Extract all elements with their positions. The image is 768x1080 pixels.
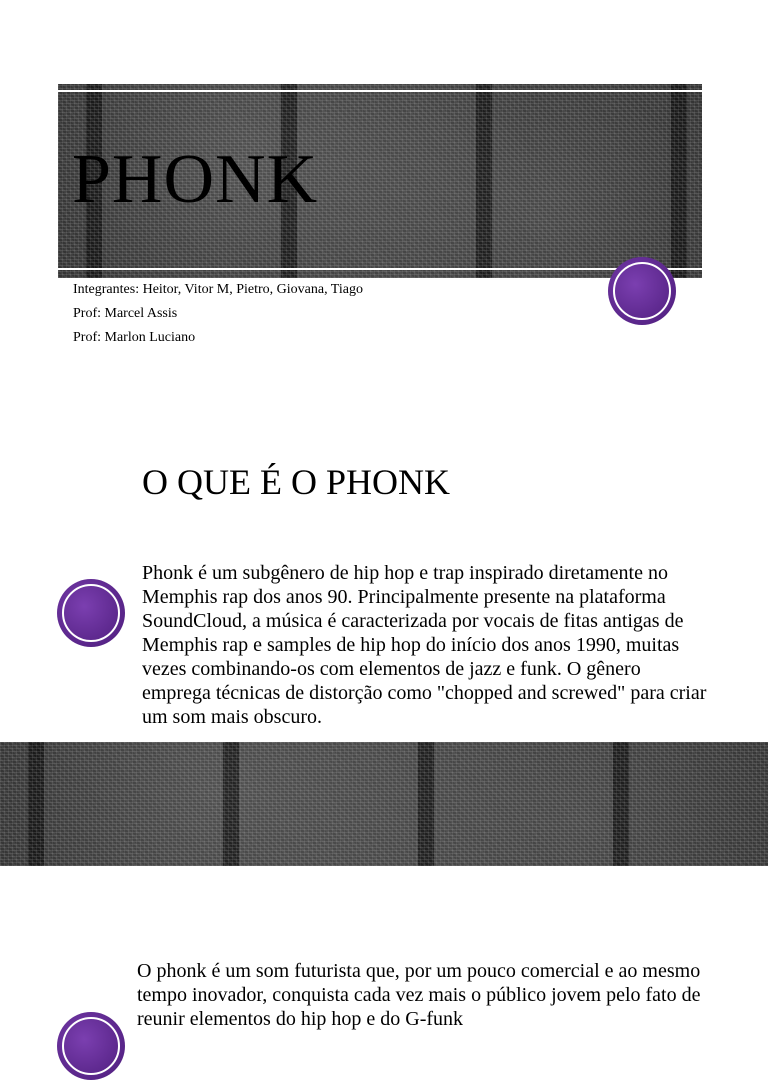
slide-title (0, 0, 768, 440)
slide-body-text: Phonk é um subgênero de hip hop e trap inspirado diretamente no Memphis rap dos anos 90. Principalmente presente na plataforma SoundCloud, a música é caracterizada por vocais de fitas antigas de Memphis rap e samples de hip hop do início dos anos 1990, muitas vezes combinando-os com elementos de jazz e funk. O gênero emprega técnicas de distorção como "chopped and screwed" para criar um som mais obscuro. (142, 562, 707, 728)
credits-professor-1: Prof: Marcel Assis (73, 306, 178, 321)
credits-members: Integrantes: Heitor, Vitor M, Pietro, Giovana, Tiago (73, 282, 363, 297)
top-white-line (58, 90, 702, 92)
credits-block (73, 278, 363, 350)
bottom-white-line (58, 268, 702, 270)
slide-title-text: PHONK (72, 141, 319, 218)
slide-heading: O QUE É O PHONK (142, 462, 450, 502)
slide-body-text: O phonk é um som futurista que, por um pouco comercial e ao mesmo tempo inovador, conquista cada vez mais o público jovem pelo fato de reunir elementos do hip hop e do G-funk (137, 960, 701, 1030)
purple-circle-decoration (57, 579, 125, 647)
credits-professor-2: Prof: Marlon Luciano (73, 330, 196, 345)
purple-circle-decoration (608, 257, 676, 325)
purple-circle-decoration (57, 1012, 125, 1080)
texture-band (0, 742, 768, 866)
